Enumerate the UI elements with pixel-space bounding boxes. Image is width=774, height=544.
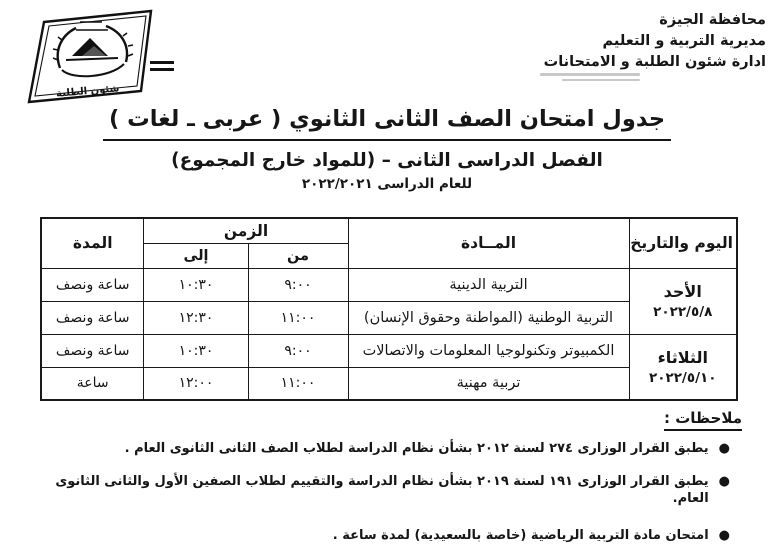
note-text: امتحان مادة التربية الرياضية (خاصة بالسعيدية) لمدة ساعة .	[332, 528, 709, 543]
col-header-time: الزمن	[144, 218, 348, 243]
time-from-cell: ١١:٠٠	[248, 301, 348, 334]
time-to-cell: ١٠:٣٠	[144, 334, 248, 367]
org-line-governorate: محافظة الجيزة	[659, 12, 766, 28]
exam-schedule-table	[40, 217, 738, 401]
col-header-subject: المــادة	[348, 218, 629, 268]
time-to-cell: ١٠:٣٠	[144, 268, 248, 301]
duration-cell: ساعة ونصف	[41, 268, 144, 301]
col-header-to: إلى	[144, 243, 248, 268]
note-item	[20, 473, 742, 507]
subject-cell: الكمبيوتر وتكنولوجيا المعلومات والاتصالات	[348, 334, 629, 367]
time-to-cell: ١٢:٣٠	[144, 301, 248, 334]
day-date-cell-sunday	[629, 268, 737, 334]
org-line-directorate: مديرية التربية و التعليم	[602, 33, 766, 49]
time-from-cell: ٩:٠٠	[248, 334, 348, 367]
org-header	[544, 10, 766, 73]
subject-cell: التربية الدينية	[348, 268, 629, 301]
duration-cell: ساعة	[41, 367, 144, 400]
day-name: الثلاثاء	[657, 347, 708, 367]
stamp-bottom-label: شئون الطلبة	[55, 83, 120, 100]
table-row	[41, 268, 737, 301]
note-text: يطبق القرار الوزارى ١٩١ لسنة ٢٠١٩ بشأن نظام الدراسة والتقييم لطلاب الصفين الأول والثانى الثانوى العام.	[55, 474, 709, 506]
page-title: جدول امتحان الصف الثانى الثانوي ( عربى ـ لغات )	[103, 106, 671, 141]
title-block	[0, 106, 774, 192]
col-header-from: من	[248, 243, 348, 268]
time-from-cell: ٩:٠٠	[248, 268, 348, 301]
org-line-administration: ادارة شئون الطلبة و الامتحانات	[543, 54, 766, 70]
table-row	[41, 334, 737, 367]
subject-cell: تربية مهنية	[348, 367, 629, 400]
page-subtitle: الفصل الدراسى الثانى – (للمواد خارج المجموع)	[171, 150, 603, 171]
duration-cell: ساعة ونصف	[41, 301, 144, 334]
stamp-edge-dashes	[150, 61, 174, 75]
day-name: الأحد	[663, 282, 702, 301]
note-item	[20, 440, 742, 457]
day-date: ٢٠٢٢/٥/١٠	[648, 369, 717, 386]
col-header-day-date: اليوم والتاريخ	[629, 218, 737, 268]
day-date-cell-tuesday	[629, 334, 737, 400]
faint-scan-marks	[540, 73, 640, 84]
note-text: يطبق القرار الوزارى ٢٧٤ لسنة ٢٠١٢ بشأن نظام الدراسة لطلاب الصف الثانى الثانوى العام .	[124, 441, 709, 456]
school-stamp-icon	[22, 6, 162, 108]
day-date: ٢٠٢٢/٥/٨	[653, 304, 713, 320]
bullet-icon: ●	[718, 528, 730, 543]
note-item	[20, 527, 742, 544]
col-header-duration: المدة	[41, 218, 144, 268]
time-from-cell: ١١:٠٠	[248, 367, 348, 400]
academic-year: للعام الدراسى ٢٠٢٢/٢٠٢١	[301, 176, 473, 192]
notes-heading: ملاحظات :	[664, 409, 742, 431]
time-to-cell: ١٢:٠٠	[144, 367, 248, 400]
notes-section	[20, 408, 742, 544]
bullet-icon: ●	[718, 474, 730, 489]
subject-cell: التربية الوطنية (المواطنة وحقوق الإنسان)	[348, 301, 629, 334]
duration-cell: ساعة ونصف	[41, 334, 144, 367]
bullet-icon: ●	[718, 441, 730, 456]
